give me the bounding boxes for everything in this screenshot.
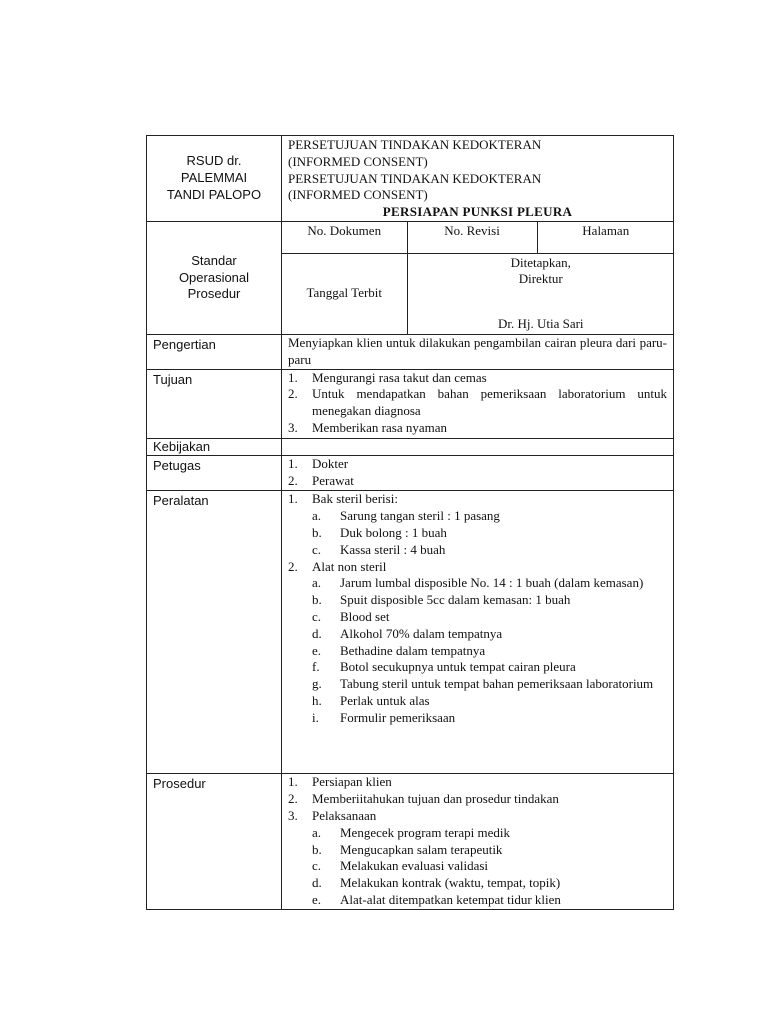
sub-list-item-letter: b. (312, 841, 322, 857)
pengertian-label: Pengertian (147, 335, 282, 370)
sub-list-item-text: Melakukan kontrak (waktu, tempat, topik) (340, 875, 561, 891)
sop-label-cell (147, 222, 282, 335)
header-row (147, 136, 674, 222)
list-item-number: 1. (288, 456, 298, 472)
tujuan-row (147, 369, 674, 438)
sub-list-item (288, 858, 667, 875)
ditetapkan-label: Ditetapkan, (510, 254, 571, 270)
sub-list-item (288, 592, 667, 609)
sub-list-item-text: Botol secukupnya untuk tempat cairan pleura (340, 659, 576, 675)
petugas-row (147, 456, 674, 491)
peralatan-steril-sublist (288, 508, 667, 558)
sub-list-item (288, 525, 667, 542)
list-item-number: 3. (288, 419, 298, 435)
list-item-text: Persiapan klien (312, 774, 392, 790)
sub-list-item-letter: a. (312, 824, 322, 840)
sub-list-item (288, 892, 667, 909)
list-item (288, 774, 667, 791)
list-item-number: 1. (288, 369, 298, 385)
petugas-label: Petugas (147, 456, 282, 491)
list-item-number: 1. (288, 491, 298, 507)
sub-list-item-text: Melakukan evaluasi validasi (340, 858, 489, 874)
list-item (288, 808, 667, 825)
list-item (288, 420, 667, 437)
hospital-name-cell (147, 136, 282, 222)
tujuan-list (288, 370, 667, 437)
sub-list-item-text: Duk bolong : 1 buah (340, 524, 447, 540)
list-item-number: 2. (288, 386, 298, 402)
sub-list-item (288, 508, 667, 525)
peralatan-row (147, 491, 674, 774)
sub-list-item (288, 825, 667, 842)
document-title-cell (282, 136, 674, 222)
kebijakan-row (147, 438, 674, 456)
peralatan-nonsteril-sublist (288, 575, 667, 726)
doc-info-grid (282, 222, 674, 334)
sub-list-item (288, 643, 667, 660)
document-title-line: PERSETUJUAN TINDAKAN KEDOKTERAN (288, 170, 542, 186)
sub-list-item-text: Mengucapkan salam terapeutik (340, 841, 503, 857)
petugas-content (282, 456, 674, 491)
sub-list-item (288, 659, 667, 676)
prosedur-content (282, 774, 674, 909)
list-item-text: Memberiitahukan tujuan dan prosedur tindakan (312, 791, 559, 807)
sub-list-item-letter: c. (312, 541, 322, 557)
sub-list-item-letter: c. (312, 858, 322, 874)
list-item-text: Untuk mendapatkan bahan pemeriksaan laboratorium untuk menegakan diagnosa (312, 386, 667, 419)
list-item (288, 386, 667, 420)
sub-list-item (288, 693, 667, 710)
sub-list-item-letter: i. (312, 709, 319, 725)
hospital-name-line: PALEMMAI (180, 170, 248, 186)
list-item (288, 473, 667, 490)
pelaksanaan-sublist (288, 825, 667, 909)
sub-list-item-text: Tabung steril untuk tempat bahan pemeriksaan laboratorium (340, 676, 654, 692)
sub-list-item-text: Alat-alat ditempatkan ketempat tidur klien (340, 891, 561, 907)
sub-list-item (288, 676, 667, 693)
doc-info-cell (282, 222, 674, 335)
list-item-number: 2. (288, 473, 298, 489)
sub-list-item-letter: a. (312, 508, 322, 524)
sub-list-item (288, 842, 667, 859)
no-revisi-header: No. Revisi (407, 222, 537, 253)
sub-list-item (288, 626, 667, 643)
signer-name: Dr. Hj. Utia Sari (497, 316, 584, 332)
list-item-text: Perawat (312, 473, 354, 489)
hospital-name-line: RSUD dr. (186, 153, 242, 169)
pengertian-row (147, 335, 674, 370)
sub-list-item-text: Spuit disposible 5cc dalam kemasan: 1 buah (340, 592, 571, 608)
sub-list-item-text: Kassa steril : 4 buah (340, 541, 446, 557)
sub-list-item (288, 710, 667, 727)
sub-list-item (288, 575, 667, 592)
list-item-text: Bak steril berisi: (312, 491, 398, 507)
kebijakan-content (282, 438, 674, 456)
tanggal-terbit-cell: Tanggal Terbit (306, 285, 383, 301)
sub-list-item-letter: a. (312, 575, 322, 591)
sop-label-line: Standar (191, 252, 237, 268)
list-item-text: Alat non steril (312, 558, 387, 574)
pengertian-text: Menyiapkan klien untuk dilakukan pengambilan cairan pleura dari paru- paru (282, 335, 674, 370)
hospital-name-line: TANDI PALOPO (166, 186, 262, 202)
list-item (288, 559, 667, 576)
sub-list-item-text: Mengecek program terapi medik (340, 824, 511, 840)
list-item-text: Memberikan rasa nyaman (312, 419, 448, 435)
sub-list-item-text: Alkohol 70% dalam tempatnya (340, 625, 503, 641)
document-title-line: (INFORMED CONSENT) (288, 187, 428, 203)
list-item (288, 456, 667, 473)
tujuan-label: Tujuan (147, 369, 282, 438)
sub-list-item-text: Jarum lumbal disposible No. 14 : 1 buah (dalam kemasan) (340, 575, 644, 591)
sub-list-item-text: Formulir pemeriksaan (340, 709, 456, 725)
list-item-text: Pelaksanaan (312, 807, 377, 823)
no-dokumen-header: No. Dokumen (282, 222, 407, 253)
sub-list-item-letter: f. (312, 659, 320, 675)
sop-document-table (146, 135, 674, 910)
list-item-text: Mengurangi rasa takut dan cemas (312, 369, 487, 385)
ditetapkan-cell (407, 253, 674, 334)
sop-label-line: Operasional (178, 269, 250, 285)
document-subtitle: PERSIAPAN PUNKSI PLEURA (382, 204, 573, 220)
direktur-label: Direktur (518, 271, 563, 287)
sub-list-item (288, 542, 667, 559)
document-title-line: PERSETUJUAN TINDAKAN KEDOKTERAN (288, 137, 542, 152)
prosedur-label: Prosedur (147, 774, 282, 909)
list-item (288, 370, 667, 387)
peralatan-list (288, 491, 667, 508)
sub-list-item-text: Blood set (340, 608, 390, 624)
document-title-line: (INFORMED CONSENT) (288, 153, 428, 169)
list-item-number: 2. (288, 791, 298, 807)
sub-list-item-letter: g. (312, 676, 322, 692)
list-item (288, 791, 667, 808)
halaman-header: Halaman (537, 222, 674, 253)
sub-list-item (288, 875, 667, 892)
petugas-list (288, 456, 667, 490)
peralatan-label: Peralatan (147, 491, 282, 774)
list-item-number: 2. (288, 558, 298, 574)
peralatan-list-continued (288, 559, 667, 576)
list-item-number: 1. (288, 774, 298, 790)
sub-list-item-text: Bethadine dalam tempatnya (340, 642, 486, 658)
list-item (288, 491, 667, 508)
sub-list-item-letter: b. (312, 592, 322, 608)
list-item-number: 3. (288, 807, 298, 823)
prosedur-row (147, 774, 674, 909)
sub-list-item-letter: h. (312, 692, 322, 708)
sub-list-item-letter: e. (312, 642, 322, 658)
sub-list-item-letter: e. (312, 891, 322, 907)
peralatan-content (282, 491, 674, 774)
sub-list-item-letter: d. (312, 625, 322, 641)
sub-list-item (288, 609, 667, 626)
sub-list-item-letter: b. (312, 524, 322, 540)
tujuan-content (282, 369, 674, 438)
sub-list-item-text: Sarung tangan steril : 1 pasang (340, 508, 500, 524)
doc-info-row (147, 222, 674, 335)
sub-list-item-letter: d. (312, 875, 322, 891)
list-item-text: Dokter (312, 456, 349, 472)
kebijakan-label: Kebijakan (147, 438, 282, 456)
sub-list-item-letter: c. (312, 608, 322, 624)
prosedur-list (288, 774, 667, 824)
sop-label-line: Prosedur (187, 286, 241, 302)
sub-list-item-text: Perlak untuk alas (340, 692, 430, 708)
